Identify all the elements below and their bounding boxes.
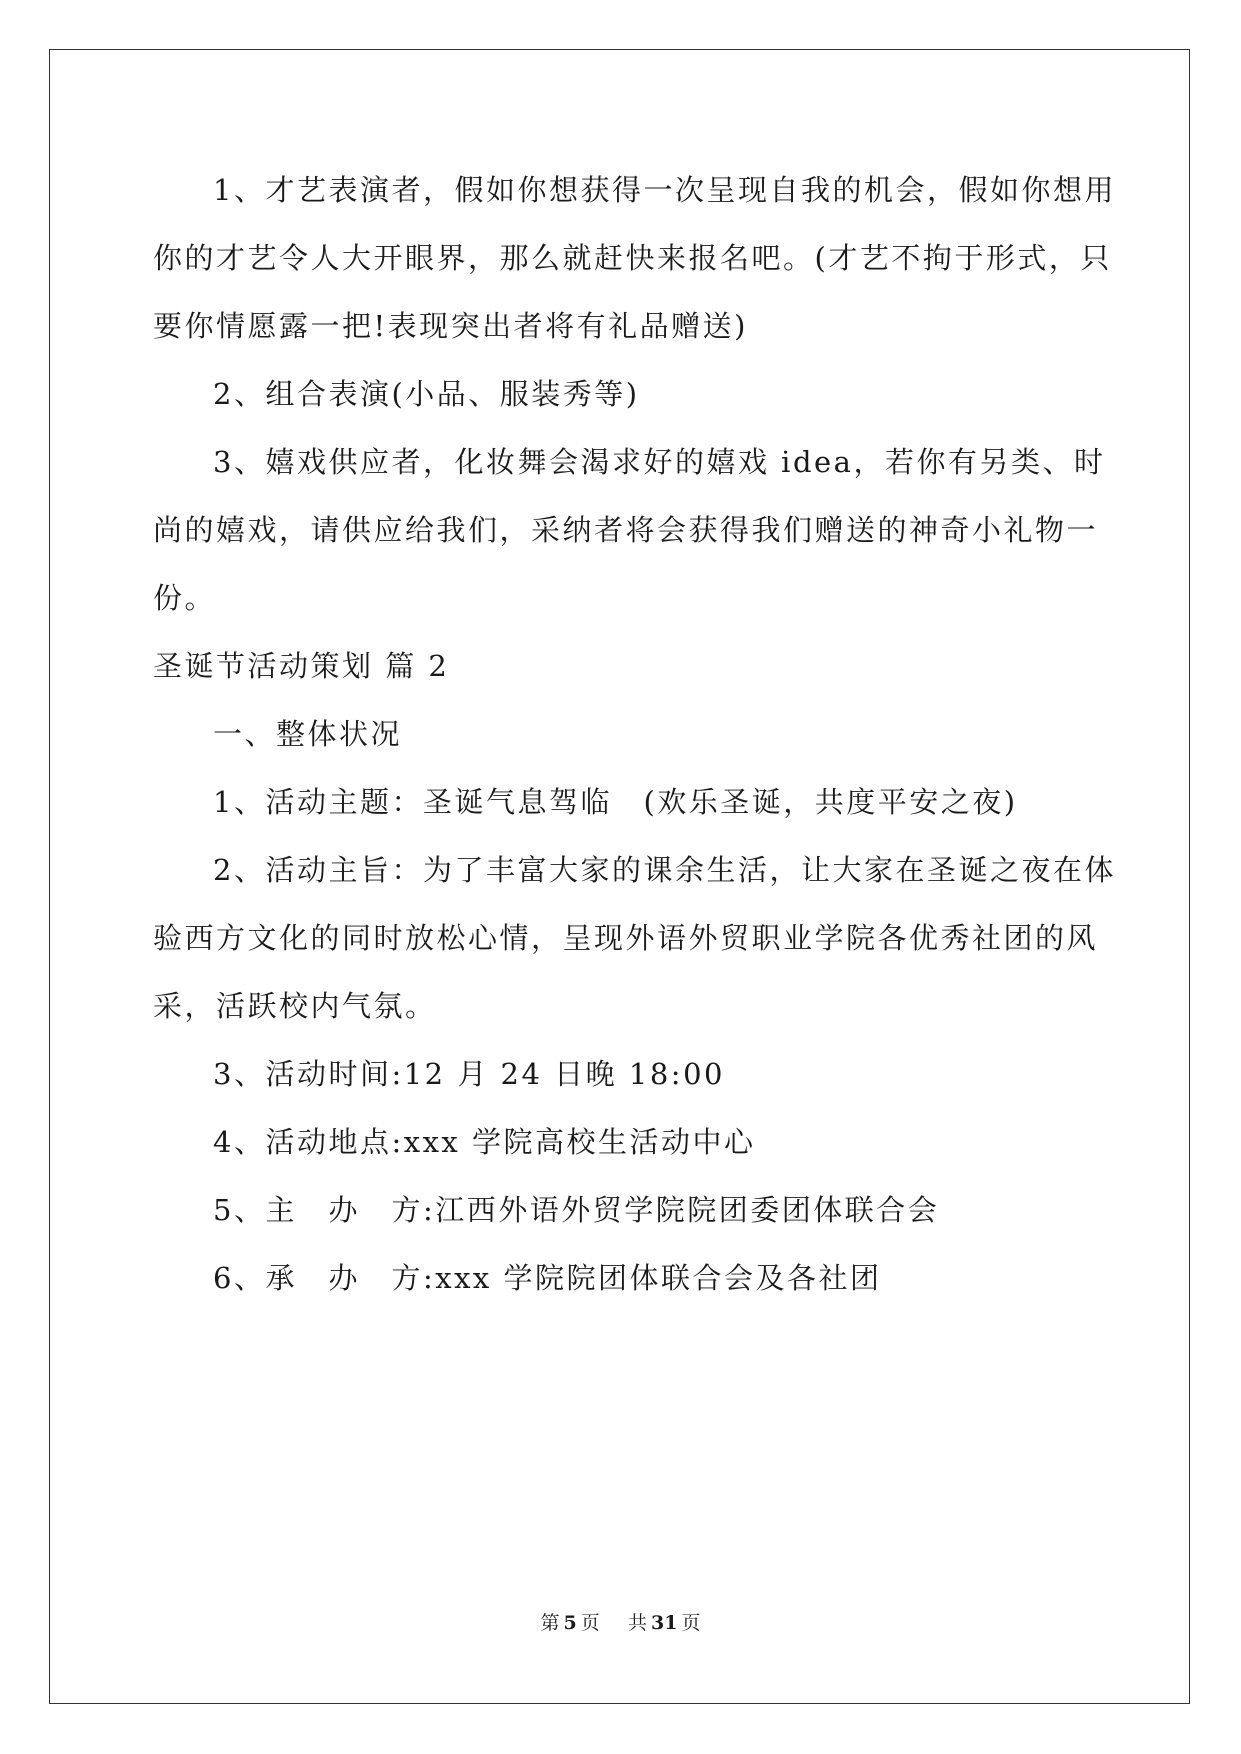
page-footer	[0, 1608, 1241, 1635]
text-line: 6、承 办 方:xxx 学院院团体联合会及各社团	[213, 1261, 882, 1295]
page-prefix: 第	[540, 1612, 560, 1634]
text-line: 采，活跃校内气氛。	[153, 989, 437, 1023]
total-prefix: 共	[627, 1612, 647, 1634]
text-line: 要你情愿露一把!表现突出者将有礼品赠送)	[153, 309, 748, 343]
text-line: 2、活动主旨：为了丰富大家的课余生活，让大家在圣诞之夜在体	[213, 853, 1116, 887]
total-suffix: 页	[681, 1612, 701, 1634]
text-line: 3、活动时间:12 月 24 日晚 18:00	[213, 1057, 725, 1091]
text-line: 尚的嬉戏，请供应给我们，采纳者将会获得我们赠送的神奇小礼物一	[153, 513, 1099, 547]
text-line: 3、嬉戏供应者，化妆舞会渴求好的嬉戏 idea，若你有另类、时	[213, 445, 1106, 479]
page-suffix: 页	[580, 1612, 600, 1634]
text-line: 5、主 办 方:江西外语外贸学院院团委团体联合会	[213, 1193, 940, 1227]
subsection-heading: 一、整体状况	[213, 717, 403, 751]
text-line: 4、活动地点:xxx 学院高校生活动中心	[213, 1125, 756, 1159]
total-pages: 31	[650, 1612, 678, 1634]
section-heading: 圣诞节活动策划 篇 2	[153, 649, 450, 683]
text-line: 你的才艺令人大开眼界，那么就赶快来报名吧。(才艺不拘于形式，只	[153, 241, 1112, 275]
text-line: 1、才艺表演者，假如你想获得一次呈现自我的机会，假如你想用	[213, 173, 1116, 207]
text-line: 2、组合表演(小品、服装秀等)	[213, 377, 640, 411]
text-line: 验西方文化的同时放松心情，呈现外语外贸职业学院各优秀社团的风	[153, 921, 1099, 955]
text-line: 1、活动主题：圣诞气息驾临 (欢乐圣诞，共度平安之夜)	[213, 785, 1018, 819]
page-number: 5	[563, 1612, 577, 1634]
text-line: 份。	[153, 581, 217, 615]
